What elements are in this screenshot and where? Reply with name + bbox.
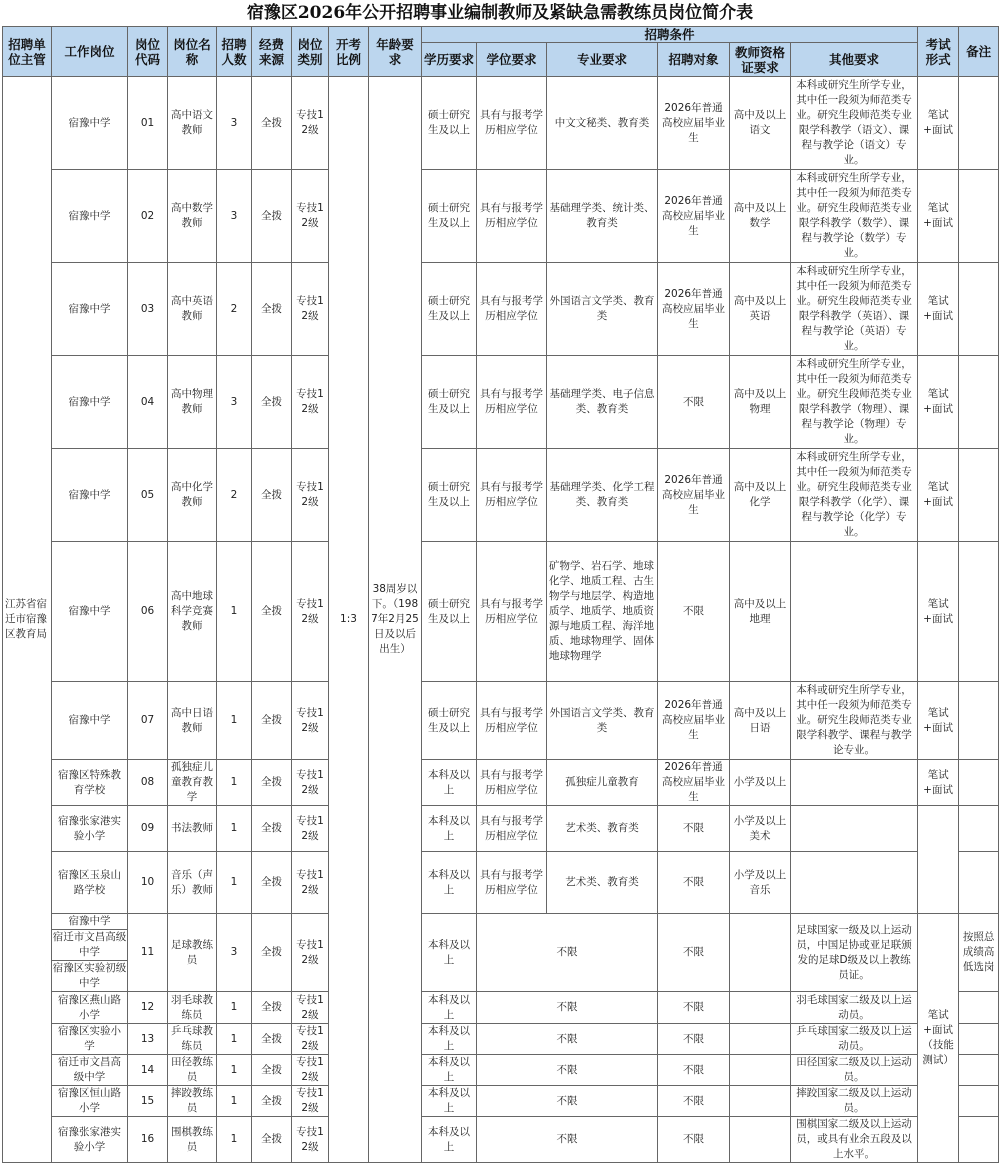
other-req-cell: 本科或研究生所学专业，其中任一段须为师范类专业。研究生段师范类专业限学科教学（化学）、课程与教学论（化学）专业。 bbox=[791, 449, 918, 542]
target-cell: 2026年普通高校应届毕业生 bbox=[658, 449, 730, 542]
post-name-cell: 高中化学教师 bbox=[168, 449, 217, 542]
target-cell: 2026年普通高校应届毕业生 bbox=[658, 77, 730, 170]
work-post-cell: 宿豫中学 bbox=[52, 77, 128, 170]
cert-cell bbox=[730, 1024, 791, 1055]
target-cell: 不限 bbox=[658, 806, 730, 852]
major-cell: 不限 bbox=[477, 1117, 658, 1163]
target-cell: 2026年普通高校应届毕业生 bbox=[658, 263, 730, 356]
other-req-cell bbox=[791, 806, 918, 852]
post-name-cell: 高中数学教师 bbox=[168, 170, 217, 263]
category-cell: 专技12级 bbox=[292, 760, 329, 806]
post-name-cell: 高中英语教师 bbox=[168, 263, 217, 356]
major-cell: 艺术类、教育类 bbox=[547, 806, 658, 852]
work-post-cell: 宿豫区特殊教育学校 bbox=[52, 760, 128, 806]
exam-cell: 笔试+面试 bbox=[918, 263, 959, 356]
post-name-cell: 围棋教练员 bbox=[168, 1117, 217, 1163]
note-cell bbox=[959, 852, 999, 914]
count-cell: 1 bbox=[217, 1055, 252, 1086]
work-post-cell: 宿豫区玉泉山路学校 bbox=[52, 852, 128, 914]
count-cell: 1 bbox=[217, 542, 252, 682]
page-title: 宿豫区2026年公开招聘事业编制教师及紧缺急需教练员岗位简介表 bbox=[246, 3, 754, 23]
education-cell: 本科及以上 bbox=[422, 1086, 477, 1117]
other-req-cell bbox=[791, 852, 918, 914]
header-other: 其他要求 bbox=[791, 43, 918, 77]
table-row bbox=[3, 263, 999, 356]
education-cell: 本科及以上 bbox=[422, 1117, 477, 1163]
other-req-cell: 本科或研究生所学专业，其中任一段须为师范类专业。研究生段师范类专业限学科教学（数学）、课程与教学论（数学）专业。 bbox=[791, 170, 918, 263]
degree-cell: 具有与报考学历相应学位 bbox=[477, 170, 547, 263]
age-cell: 38周岁以下。（1987年2月25日及以后出生） bbox=[369, 77, 422, 1163]
table-row bbox=[3, 806, 999, 852]
post-code-cell: 12 bbox=[128, 992, 168, 1024]
note-cell bbox=[959, 170, 999, 263]
post-code-cell: 02 bbox=[128, 170, 168, 263]
funding-cell: 全拨 bbox=[252, 852, 292, 914]
education-cell: 本科及以上 bbox=[422, 852, 477, 914]
major-cell: 外国语言文学类、教育类 bbox=[547, 263, 658, 356]
post-name-cell: 书法教师 bbox=[168, 806, 217, 852]
count-cell: 1 bbox=[217, 806, 252, 852]
work-post-cell: 宿豫中学 bbox=[52, 542, 128, 682]
table-row bbox=[3, 992, 999, 1024]
major-cell: 不限 bbox=[477, 1024, 658, 1055]
other-req-cell: 本科或研究生所学专业，其中任一段须为师范类专业。研究生段师范类专业限学科教学（语文）、课程与教学论（语文）专业。 bbox=[791, 77, 918, 170]
target-cell: 不限 bbox=[658, 852, 730, 914]
other-req-cell: 田径国家二级及以上运动员。 bbox=[791, 1055, 918, 1086]
post-code-cell: 11 bbox=[128, 914, 168, 992]
funding-cell: 全拨 bbox=[252, 914, 292, 992]
header-funding: 经费来源 bbox=[252, 27, 292, 77]
header-exam: 考试形式 bbox=[918, 27, 959, 77]
cert-cell bbox=[730, 1086, 791, 1117]
category-cell: 专技12级 bbox=[292, 449, 329, 542]
degree-cell: 具有与报考学历相应学位 bbox=[477, 852, 547, 914]
education-cell: 硕士研究生及以上 bbox=[422, 356, 477, 449]
table-row bbox=[3, 449, 999, 542]
work-post-cell: 宿豫区燕山路小学 bbox=[52, 992, 128, 1024]
post-code-cell: 06 bbox=[128, 542, 168, 682]
post-name-cell: 乒乓球教练员 bbox=[168, 1024, 217, 1055]
exam-cell: 笔试+面试 bbox=[918, 760, 959, 806]
cert-cell: 小学及以上 bbox=[730, 760, 791, 806]
post-code-cell: 09 bbox=[128, 806, 168, 852]
exam-cell: 笔试+面试（技能测试） bbox=[918, 914, 959, 1163]
category-cell: 专技12级 bbox=[292, 263, 329, 356]
target-cell: 不限 bbox=[658, 914, 730, 992]
table-row bbox=[3, 760, 999, 806]
post-code-cell: 03 bbox=[128, 263, 168, 356]
note-cell: 按照总成绩高低选岗 bbox=[959, 914, 999, 992]
note-cell bbox=[959, 542, 999, 682]
work-post-sub: 宿豫中学 bbox=[52, 914, 127, 930]
header-education: 学历要求 bbox=[422, 43, 477, 77]
ratio-cell: 1:3 bbox=[329, 77, 369, 1163]
exam-cell: 笔试+面试 bbox=[918, 170, 959, 263]
funding-cell: 全拨 bbox=[252, 1117, 292, 1163]
target-cell: 2026年普通高校应届毕业生 bbox=[658, 170, 730, 263]
post-name-cell: 孤独症儿童教育教学 bbox=[168, 760, 217, 806]
other-req-cell: 本科或研究生所学专业，其中任一段须为师范类专业。研究生段师范类专业限学科教学、课程与教学论专业。 bbox=[791, 682, 918, 760]
funding-cell: 全拨 bbox=[252, 170, 292, 263]
work-post-cell: 宿豫张家港实验小学 bbox=[52, 806, 128, 852]
major-cell: 孤独症儿童教育 bbox=[547, 760, 658, 806]
post-name-cell: 羽毛球教练员 bbox=[168, 992, 217, 1024]
degree-cell: 具有与报考学历相应学位 bbox=[477, 263, 547, 356]
funding-cell: 全拨 bbox=[252, 356, 292, 449]
cert-cell bbox=[730, 1055, 791, 1086]
funding-cell: 全拨 bbox=[252, 760, 292, 806]
category-cell: 专技12级 bbox=[292, 170, 329, 263]
target-cell: 不限 bbox=[658, 1117, 730, 1163]
degree-cell: 具有与报考学历相应学位 bbox=[477, 77, 547, 170]
exam-cell: 笔试+面试 bbox=[918, 356, 959, 449]
note-cell bbox=[959, 1117, 999, 1163]
funding-cell: 全拨 bbox=[252, 992, 292, 1024]
funding-cell: 全拨 bbox=[252, 1055, 292, 1086]
table-row bbox=[3, 77, 999, 170]
note-cell bbox=[959, 992, 999, 1024]
header-conditions: 招聘条件 bbox=[422, 27, 918, 43]
work-post-cell: 宿豫中学 bbox=[52, 170, 128, 263]
category-cell: 专技12级 bbox=[292, 1055, 329, 1086]
target-cell: 不限 bbox=[658, 542, 730, 682]
education-cell: 硕士研究生及以上 bbox=[422, 449, 477, 542]
category-cell: 专技12级 bbox=[292, 356, 329, 449]
table-row bbox=[3, 852, 999, 914]
major-cell: 不限 bbox=[477, 1055, 658, 1086]
category-cell: 专技12级 bbox=[292, 852, 329, 914]
count-cell: 1 bbox=[217, 1117, 252, 1163]
degree-cell: 具有与报考学历相应学位 bbox=[477, 682, 547, 760]
table-row bbox=[3, 1117, 999, 1163]
work-post-cell bbox=[52, 914, 128, 992]
work-post-cell: 宿迁市文昌高级中学 bbox=[52, 1055, 128, 1086]
education-cell: 本科及以上 bbox=[422, 806, 477, 852]
table-row bbox=[3, 1024, 999, 1055]
table-row bbox=[3, 542, 999, 682]
category-cell: 专技12级 bbox=[292, 1086, 329, 1117]
header-count: 招聘人数 bbox=[217, 27, 252, 77]
header-note: 备注 bbox=[959, 27, 999, 77]
cert-cell: 高中及以上日语 bbox=[730, 682, 791, 760]
post-code-cell: 05 bbox=[128, 449, 168, 542]
work-post-cell: 宿豫中学 bbox=[52, 263, 128, 356]
post-code-cell: 13 bbox=[128, 1024, 168, 1055]
header-age: 年龄要求 bbox=[369, 27, 422, 77]
cert-cell: 高中及以上数学 bbox=[730, 170, 791, 263]
work-post-sub: 宿迁市文昌高级中学 bbox=[52, 930, 127, 961]
note-cell bbox=[959, 806, 999, 852]
note-cell bbox=[959, 1055, 999, 1086]
count-cell: 1 bbox=[217, 760, 252, 806]
major-cell: 不限 bbox=[477, 992, 658, 1024]
education-cell: 硕士研究生及以上 bbox=[422, 542, 477, 682]
category-cell: 专技12级 bbox=[292, 914, 329, 992]
major-cell: 不限 bbox=[477, 1086, 658, 1117]
unit-cell: 江苏省宿迁市宿豫区教育局 bbox=[3, 77, 52, 1163]
note-cell bbox=[959, 760, 999, 806]
major-cell: 不限 bbox=[477, 914, 658, 992]
post-name-cell: 田径教练员 bbox=[168, 1055, 217, 1086]
count-cell: 3 bbox=[217, 914, 252, 992]
job-table bbox=[2, 26, 999, 1163]
count-cell: 1 bbox=[217, 992, 252, 1024]
other-req-cell bbox=[791, 542, 918, 682]
other-req-cell: 摔跤国家二级及以上运动员。 bbox=[791, 1086, 918, 1117]
note-cell bbox=[959, 682, 999, 760]
funding-cell: 全拨 bbox=[252, 449, 292, 542]
major-cell: 外国语言文学类、教育类 bbox=[547, 682, 658, 760]
exam-cell: 笔试+面试 bbox=[918, 77, 959, 170]
degree-cell: 具有与报考学历相应学位 bbox=[477, 356, 547, 449]
education-cell: 本科及以上 bbox=[422, 1024, 477, 1055]
education-cell: 硕士研究生及以上 bbox=[422, 682, 477, 760]
education-cell: 本科及以上 bbox=[422, 914, 477, 992]
degree-cell: 具有与报考学历相应学位 bbox=[477, 542, 547, 682]
degree-cell: 具有与报考学历相应学位 bbox=[477, 760, 547, 806]
post-code-cell: 01 bbox=[128, 77, 168, 170]
target-cell: 2026年普通高校应届毕业生 bbox=[658, 682, 730, 760]
post-name-cell: 音乐（声乐）教师 bbox=[168, 852, 217, 914]
note-cell bbox=[959, 356, 999, 449]
count-cell: 1 bbox=[217, 682, 252, 760]
post-name-cell: 高中地球科学竞赛教师 bbox=[168, 542, 217, 682]
note-cell bbox=[959, 77, 999, 170]
post-code-cell: 08 bbox=[128, 760, 168, 806]
header-category: 岗位类别 bbox=[292, 27, 329, 77]
header-post-name: 岗位名称 bbox=[168, 27, 217, 77]
category-cell: 专技12级 bbox=[292, 806, 329, 852]
cert-cell: 高中及以上语文 bbox=[730, 77, 791, 170]
note-cell bbox=[959, 1024, 999, 1055]
cert-cell bbox=[730, 1117, 791, 1163]
category-cell: 专技12级 bbox=[292, 1117, 329, 1163]
cert-cell: 高中及以上物理 bbox=[730, 356, 791, 449]
count-cell: 3 bbox=[217, 170, 252, 263]
funding-cell: 全拨 bbox=[252, 263, 292, 356]
work-post-cell: 宿豫中学 bbox=[52, 356, 128, 449]
category-cell: 专技12级 bbox=[292, 542, 329, 682]
major-cell: 艺术类、教育类 bbox=[547, 852, 658, 914]
header-cert: 教师资格证要求 bbox=[730, 43, 791, 77]
table-row bbox=[3, 1086, 999, 1117]
count-cell: 3 bbox=[217, 356, 252, 449]
post-name-cell: 高中物理教师 bbox=[168, 356, 217, 449]
table-row bbox=[3, 356, 999, 449]
header-degree: 学位要求 bbox=[477, 43, 547, 77]
post-code-cell: 10 bbox=[128, 852, 168, 914]
cert-cell bbox=[730, 992, 791, 1024]
degree-cell: 具有与报考学历相应学位 bbox=[477, 449, 547, 542]
header-unit: 招聘单位主管 bbox=[3, 27, 52, 77]
post-code-cell: 04 bbox=[128, 356, 168, 449]
count-cell: 2 bbox=[217, 449, 252, 542]
work-post-cell: 宿豫中学 bbox=[52, 682, 128, 760]
note-cell bbox=[959, 1086, 999, 1117]
header-target: 招聘对象 bbox=[658, 43, 730, 77]
category-cell: 专技12级 bbox=[292, 992, 329, 1024]
count-cell: 1 bbox=[217, 1024, 252, 1055]
table-row bbox=[3, 914, 999, 992]
post-code-cell: 15 bbox=[128, 1086, 168, 1117]
education-cell: 硕士研究生及以上 bbox=[422, 77, 477, 170]
other-req-cell: 本科或研究生所学专业，其中任一段须为师范类专业。研究生段师范类专业限学科教学（物理）、课程与教学论（物理）专业。 bbox=[791, 356, 918, 449]
major-cell: 矿物学、岩石学、地球化学、地质工程、古生物学与地层学、构造地质学、地质学、地质资源与地质工程、海洋地质、地球物理学、固体地球物理学 bbox=[547, 542, 658, 682]
education-cell: 本科及以上 bbox=[422, 1055, 477, 1086]
work-post-cell: 宿豫张家港实验小学 bbox=[52, 1117, 128, 1163]
header-post-code: 岗位代码 bbox=[128, 27, 168, 77]
target-cell: 不限 bbox=[658, 1024, 730, 1055]
count-cell: 3 bbox=[217, 77, 252, 170]
cert-cell: 小学及以上美术 bbox=[730, 806, 791, 852]
count-cell: 1 bbox=[217, 852, 252, 914]
other-req-cell: 本科或研究生所学专业，其中任一段须为师范类专业。研究生段师范类专业限学科教学（英语）、课程与教学论（英语）专业。 bbox=[791, 263, 918, 356]
education-cell: 硕士研究生及以上 bbox=[422, 170, 477, 263]
note-cell bbox=[959, 263, 999, 356]
target-cell: 不限 bbox=[658, 356, 730, 449]
post-code-cell: 14 bbox=[128, 1055, 168, 1086]
cert-cell bbox=[730, 914, 791, 992]
target-cell: 不限 bbox=[658, 992, 730, 1024]
major-cell: 基础理学类、电子信息类、教育类 bbox=[547, 356, 658, 449]
post-name-cell: 足球教练员 bbox=[168, 914, 217, 992]
other-req-cell: 足球国家一级及以上运动员，中国足协或亚足联颁发的足球D级及以上教练员证。 bbox=[791, 914, 918, 992]
other-req-cell: 羽毛球国家二级及以上运动员。 bbox=[791, 992, 918, 1024]
cert-cell: 小学及以上音乐 bbox=[730, 852, 791, 914]
major-cell: 中文文秘类、教育类 bbox=[547, 77, 658, 170]
exam-cell: 笔试+面试 bbox=[918, 542, 959, 682]
other-req-cell: 乒乓球国家二级及以上运动员。 bbox=[791, 1024, 918, 1055]
count-cell: 2 bbox=[217, 263, 252, 356]
funding-cell: 全拨 bbox=[252, 1024, 292, 1055]
work-post-cell: 宿豫区实验小学 bbox=[52, 1024, 128, 1055]
table-row bbox=[3, 682, 999, 760]
education-cell: 本科及以上 bbox=[422, 992, 477, 1024]
header-work-post: 工作岗位 bbox=[52, 27, 128, 77]
cert-cell: 高中及以上地理 bbox=[730, 542, 791, 682]
category-cell: 专技12级 bbox=[292, 1024, 329, 1055]
table-row bbox=[3, 170, 999, 263]
header-major: 专业要求 bbox=[547, 43, 658, 77]
exam-cell: 笔试+面试 bbox=[918, 682, 959, 760]
funding-cell: 全拨 bbox=[252, 542, 292, 682]
target-cell: 2026年普通高校应届毕业生 bbox=[658, 760, 730, 806]
count-cell: 1 bbox=[217, 1086, 252, 1117]
post-name-cell: 高中日语教师 bbox=[168, 682, 217, 760]
post-code-cell: 07 bbox=[128, 682, 168, 760]
exam-cell bbox=[918, 806, 959, 914]
post-name-cell: 摔跤教练员 bbox=[168, 1086, 217, 1117]
degree-cell: 具有与报考学历相应学位 bbox=[477, 806, 547, 852]
funding-cell: 全拨 bbox=[252, 682, 292, 760]
category-cell: 专技12级 bbox=[292, 682, 329, 760]
note-cell bbox=[959, 449, 999, 542]
work-post-sub: 宿豫区实验初级中学 bbox=[52, 962, 127, 989]
table-row bbox=[3, 1055, 999, 1086]
target-cell: 不限 bbox=[658, 1055, 730, 1086]
other-req-cell bbox=[791, 760, 918, 806]
funding-cell: 全拨 bbox=[252, 1086, 292, 1117]
work-post-cell: 宿豫中学 bbox=[52, 449, 128, 542]
target-cell: 不限 bbox=[658, 1086, 730, 1117]
exam-cell: 笔试+面试 bbox=[918, 449, 959, 542]
major-cell: 基础理学类、统计类、教育类 bbox=[547, 170, 658, 263]
post-name-cell: 高中语文教师 bbox=[168, 77, 217, 170]
header-ratio: 开考比例 bbox=[329, 27, 369, 77]
funding-cell: 全拨 bbox=[252, 806, 292, 852]
work-post-cell: 宿豫区恒山路小学 bbox=[52, 1086, 128, 1117]
funding-cell: 全拨 bbox=[252, 77, 292, 170]
post-code-cell: 16 bbox=[128, 1117, 168, 1163]
cert-cell: 高中及以上英语 bbox=[730, 263, 791, 356]
cert-cell: 高中及以上化学 bbox=[730, 449, 791, 542]
education-cell: 本科及以上 bbox=[422, 760, 477, 806]
other-req-cell: 围棋国家二级及以上运动员，或具有业余五段及以上水平。 bbox=[791, 1117, 918, 1163]
major-cell: 基础理学类、化学工程类、教育类 bbox=[547, 449, 658, 542]
category-cell: 专技12级 bbox=[292, 77, 329, 170]
education-cell: 硕士研究生及以上 bbox=[422, 263, 477, 356]
